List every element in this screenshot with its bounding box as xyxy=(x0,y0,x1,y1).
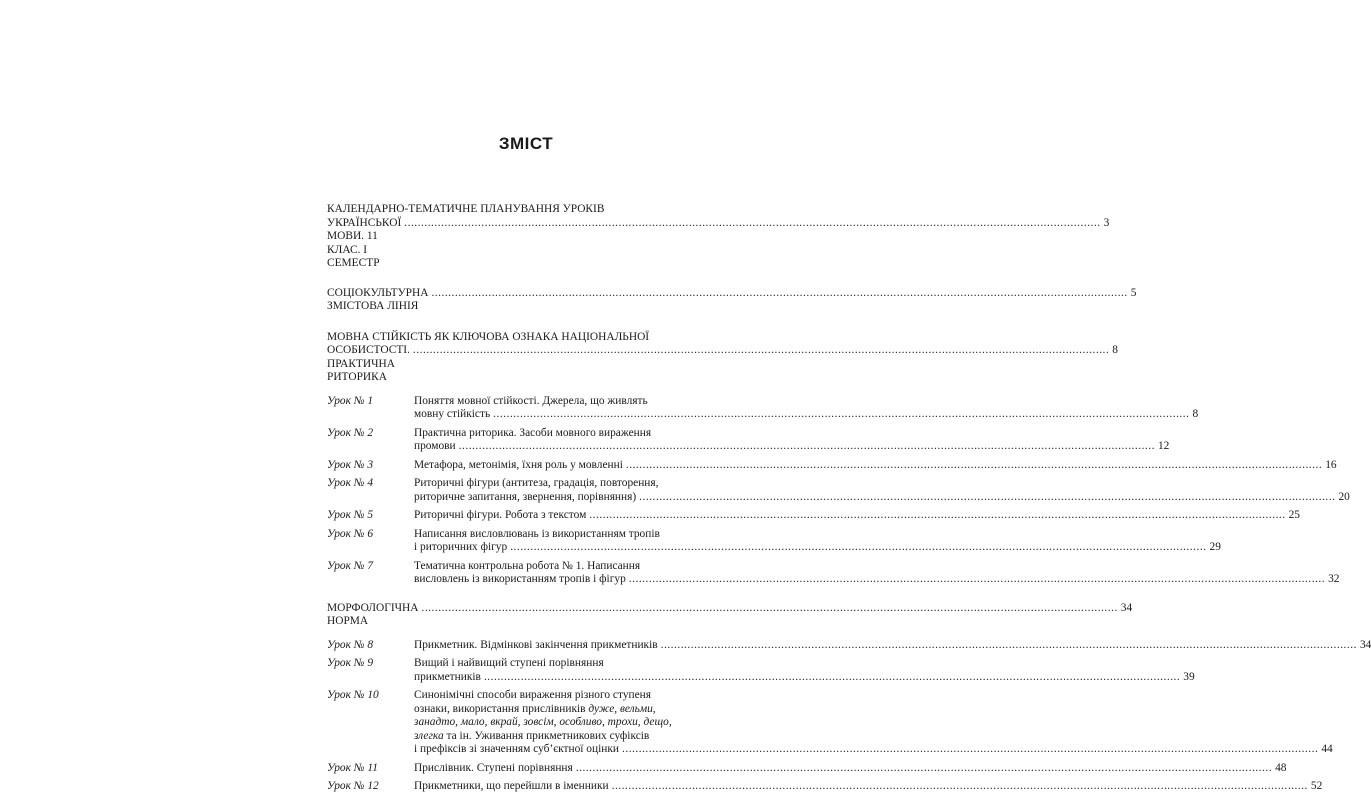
toc-lesson xyxy=(327,689,1333,757)
toc-page-number: 48 xyxy=(1275,761,1287,774)
lesson-title-italic: злегка xyxy=(414,729,444,742)
toc-page-number: 52 xyxy=(1310,780,1323,792)
lesson-title: мовну стійкість xyxy=(414,408,491,420)
toc-section xyxy=(327,203,1110,271)
leader-dots xyxy=(626,459,1322,473)
leader-dots xyxy=(484,671,1180,685)
lesson-number: Урок № 3 xyxy=(327,458,374,471)
leader-dots xyxy=(661,639,1357,653)
toc-page-number: 8 xyxy=(1112,344,1118,356)
lesson-title: Прислівник. Ступені порівняння xyxy=(414,761,573,774)
page-title: ЗМІСТ xyxy=(498,134,554,153)
toc-page-number: 29 xyxy=(1209,541,1221,553)
lesson-number: Урок № 7 xyxy=(327,559,374,572)
toc-page-number: 5 xyxy=(1130,286,1137,299)
toc-page-number: 20 xyxy=(1338,490,1350,503)
toc-page-number: 34 xyxy=(1359,638,1371,651)
leader-dots xyxy=(413,344,1109,358)
lesson-number: Урок № 6 xyxy=(327,527,374,540)
toc-page-number: 3 xyxy=(1103,216,1110,229)
toc-lesson xyxy=(327,761,1287,776)
toc-lesson xyxy=(327,394,1199,422)
lesson-number: Урок № 4 xyxy=(327,477,374,489)
toc-page-number: 12 xyxy=(1157,440,1170,452)
lesson-number: Урок № 11 xyxy=(327,761,378,774)
toc-lesson xyxy=(327,458,1337,473)
toc-page-number: 16 xyxy=(1325,458,1337,471)
lesson-number: Урок № 10 xyxy=(327,689,379,701)
lesson-title: Синонімічні способи вираження різного ступеня xyxy=(414,689,652,701)
lesson-number: Урок № 5 xyxy=(327,509,374,521)
lesson-number: Урок № 12 xyxy=(327,780,379,792)
leader-dots xyxy=(629,573,1325,587)
toc-section-title: МОВНА СТІЙКІСТЬ ЯК КЛЮЧОВА ОЗНАКА НАЦІОНАЛЬНОЇ xyxy=(327,330,650,343)
toc-page-number: 34 xyxy=(1120,601,1133,614)
toc-lesson xyxy=(327,780,1323,794)
toc-section xyxy=(327,330,1118,385)
lesson-title-italic: занадто, мало, вкрай, зовсім, особливо, трохи, дещо, xyxy=(414,716,672,728)
lesson-number: Урок № 1 xyxy=(327,394,374,407)
leader-dots xyxy=(622,743,1318,757)
leader-dots xyxy=(576,762,1272,776)
leader-dots xyxy=(459,440,1155,454)
lesson-title: Метафора, метонімія, їхня роль у мовленні xyxy=(414,458,623,471)
toc-page-number: 44 xyxy=(1321,743,1333,755)
lesson-title: і префіксів зі значенням суб’єктної оцінки xyxy=(414,743,619,755)
leader-dots xyxy=(510,541,1206,555)
toc-lesson xyxy=(327,527,1221,555)
toc-lesson xyxy=(327,426,1170,454)
lesson-title: та ін. Уживання прикметникових суфіксів xyxy=(443,729,650,742)
leader-dots xyxy=(431,287,1127,301)
lesson-title: Практична риторика. Засоби мовного вираження xyxy=(414,426,652,439)
lesson-title: Тематична контрольна робота № 1. Написання xyxy=(414,559,641,572)
lesson-title: висловлень із використанням тропів і фігур xyxy=(414,573,626,585)
toc-section-title: КАЛЕНДАРНО-ТЕМАТИЧНЕ ПЛАНУВАННЯ УРОКІВ xyxy=(327,203,605,215)
lesson-title: прикметників xyxy=(414,670,481,683)
toc-section-title: УКРАЇНСЬКОЇ МОВИ. 11 КЛАС. І СЕМЕСТР xyxy=(327,216,402,269)
toc-section-title: СОЦІОКУЛЬТУРНА ЗМІСТОВА ЛІНІЯ xyxy=(327,286,429,312)
lesson-number: Урок № 9 xyxy=(327,657,374,669)
leader-dots xyxy=(493,408,1189,422)
toc-section-title: МОРФОЛОГІЧНА НОРМА xyxy=(327,601,419,627)
lesson-number: Урок № 8 xyxy=(327,638,374,651)
toc-lesson xyxy=(327,559,1340,587)
toc-page-number: 8 xyxy=(1192,408,1199,420)
lesson-title: Поняття мовної стійкості. Джерела, що живлять xyxy=(414,394,648,407)
toc-page-number: 32 xyxy=(1328,573,1340,585)
toc-section xyxy=(327,601,1133,629)
leader-dots xyxy=(589,509,1285,523)
leader-dots xyxy=(612,780,1308,794)
toc-section xyxy=(327,286,1137,314)
lesson-title: Написання висловлювань із використанням тропів xyxy=(414,527,660,540)
lesson-number: Урок № 2 xyxy=(327,426,374,439)
lesson-title: і риторичних фігур xyxy=(414,541,508,553)
toc-lesson xyxy=(327,638,1371,653)
leader-dots xyxy=(404,217,1100,231)
toc-page-number: 25 xyxy=(1288,509,1300,521)
lesson-title: Прикметник. Відмінкові закінчення прикметників xyxy=(414,638,658,651)
leader-dots xyxy=(421,602,1117,616)
lesson-title: Вищий і найвищий ступені порівняння xyxy=(414,657,604,669)
lesson-title: риторичне запитання, звернення, порівняння) xyxy=(414,490,637,503)
toc-section-title: ОСОБИСТОСТІ. ПРАКТИЧНА РИТОРИКА xyxy=(327,344,410,383)
lesson-title: Риторичні фігури (антитеза, градація, повторення, xyxy=(414,477,659,489)
lesson-title: Риторичні фігури. Робота з текстом xyxy=(414,509,587,521)
lesson-title: ознаки, використання прислівників xyxy=(414,702,589,715)
toc-lesson xyxy=(327,477,1350,504)
leader-dots xyxy=(639,491,1335,505)
table-of-contents xyxy=(327,203,1371,794)
toc-page-number: 39 xyxy=(1183,670,1195,683)
toc-lesson xyxy=(327,657,1195,684)
lesson-title: промови xyxy=(414,440,456,452)
lesson-title: Прикметники, що перейшли в іменники xyxy=(414,780,609,792)
lesson-title-italic: дуже, вельми, xyxy=(588,702,656,715)
toc-lesson xyxy=(327,509,1300,523)
